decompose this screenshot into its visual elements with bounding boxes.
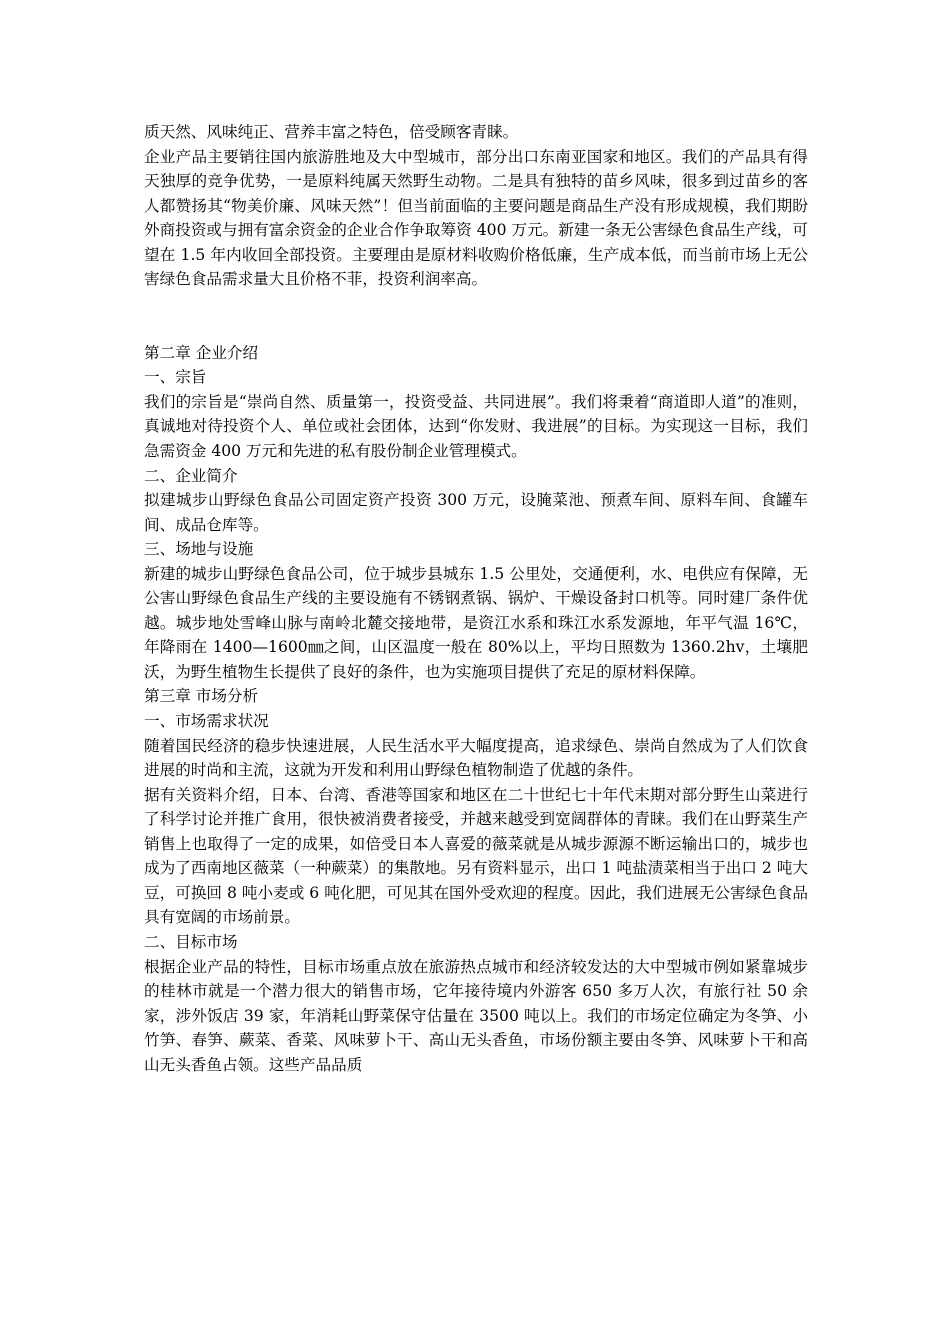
document-body xyxy=(144,120,808,1077)
paragraph: 质天然、风味纯正、营养丰富之特色，倍受顾客青睐。 xyxy=(144,123,519,141)
paragraph: 随着国民经济的稳步快速进展，人民生活水平大幅度提高，追求绿色、崇尚自然成为了人们饮食进展的时尚和主流，这就为开发和利用山野绿色植物制造了优越的条件。 xyxy=(144,736,808,780)
section-heading: 三、场地与设施 xyxy=(144,540,254,559)
paragraph: 据有关资料介绍，日本、台湾、香港等国家和地区在二十世纪七十年代末期对部分野生山菜进行了科学讨论并推广食用，很快被消费者接受，并越来越受到宽阔群体的青睐。我们在山野菜生产销售上也取得了一定的成果，如倍受日本人喜爱的薇菜就是从城步源源不断运输出口的，城步也成为了西南地区薇菜（一种蕨菜）的集散地。另有资料显示，出口 1 吨盐渍菜相当于出口 2 吨大豆，可换回 8 吨小麦或 6 吨化肥，可见其在国外受欢迎的程度。因此，我们进展无公害绿色食品具有宽阔的市场前景。 xyxy=(144,785,808,927)
section-heading: 一、宗旨 xyxy=(144,368,207,387)
chapter-heading: 第二章 企业介绍 xyxy=(144,343,259,362)
section-heading: 一、市场需求状况 xyxy=(144,712,269,731)
section-heading: 二、目标市场 xyxy=(144,932,238,951)
paragraph: 新建的城步山野绿色食品公司，位于城步县城东 1.5 公里处，交通便利，水、电供应有保障，无公害山野绿色食品生产线的主要设施有不锈钢煮锅、锅炉、干燥设备封口机等。同时建厂条件优越。城步地处雪峰山脉与南岭北麓交接地带，是资江水系和珠江水系发源地，年平气温 16℃，年降雨在 1400—1600㎜之间，山区温度一般在 80%以上，平均日照数为 1360.2hv，土壤肥沃，为野生植物生长提供了良好的条件，也为实施项目提供了充足的原材料保障。 xyxy=(144,564,808,681)
paragraph: 拟建城步山野绿色食品公司固定资产投资 300 万元，设腌菜池、预煮车间、原料车间、食罐车间、成品仓库等。 xyxy=(144,491,808,534)
paragraph: 根据企业产品的特性，目标市场重点放在旅游热点城市和经济较发达的大中型城市例如紧靠城步的桂林市就是一个潜力很大的销售市场，它年接待境内外游客 650 多万人次，有旅行社 50 余家，涉外饭店 39 家，年消耗山野菜保守估量在 3500 吨以上。我们的市场定位确定为冬笋、小竹笋、春笋、蕨菜、香菜、风味萝卜干、高山无头香鱼，市场份额主要由冬笋、风味萝卜干和高山无头香鱼占领。这些产品品质 xyxy=(144,957,808,1074)
chapter-heading: 第三章 市场分析 xyxy=(144,687,259,706)
paragraph: 企业产品主要销往国内旅游胜地及大中型城市，部分出口东南亚国家和地区。我们的产品具有得天独厚的竞争优势，一是原料纯属天然野生动物。二是具有独特的苗乡风味，很多到过苗乡的客人都赞扬其“物美价廉、风味天然”！但当前面临的主要问题是商品生产没有形成规模，我们期盼外商投资或与拥有富余资金的企业合作争取筹资 400 万元。新建一条无公害绿色食品生产线，可望在 1.5 年内收回全部投资。主要理由是原材料收购价格低廉，生产成本低，而当前市场上无公害绿色食品需求量大且价格不菲，投资利润率高。 xyxy=(144,147,808,289)
paragraph-gap xyxy=(144,292,808,341)
paragraph: 我们的宗旨是“崇尚自然、质量第一，投资受益、共同进展”。我们将秉着“商道即人道”的准则，真诚地对待投资个人、单位或社会团体，达到“你发财、我进展”的目标。为实现这一目标，我们急需资金 400 万元和先进的私有股份制企业管理模式。 xyxy=(144,392,808,461)
section-heading: 二、企业简介 xyxy=(144,466,238,485)
